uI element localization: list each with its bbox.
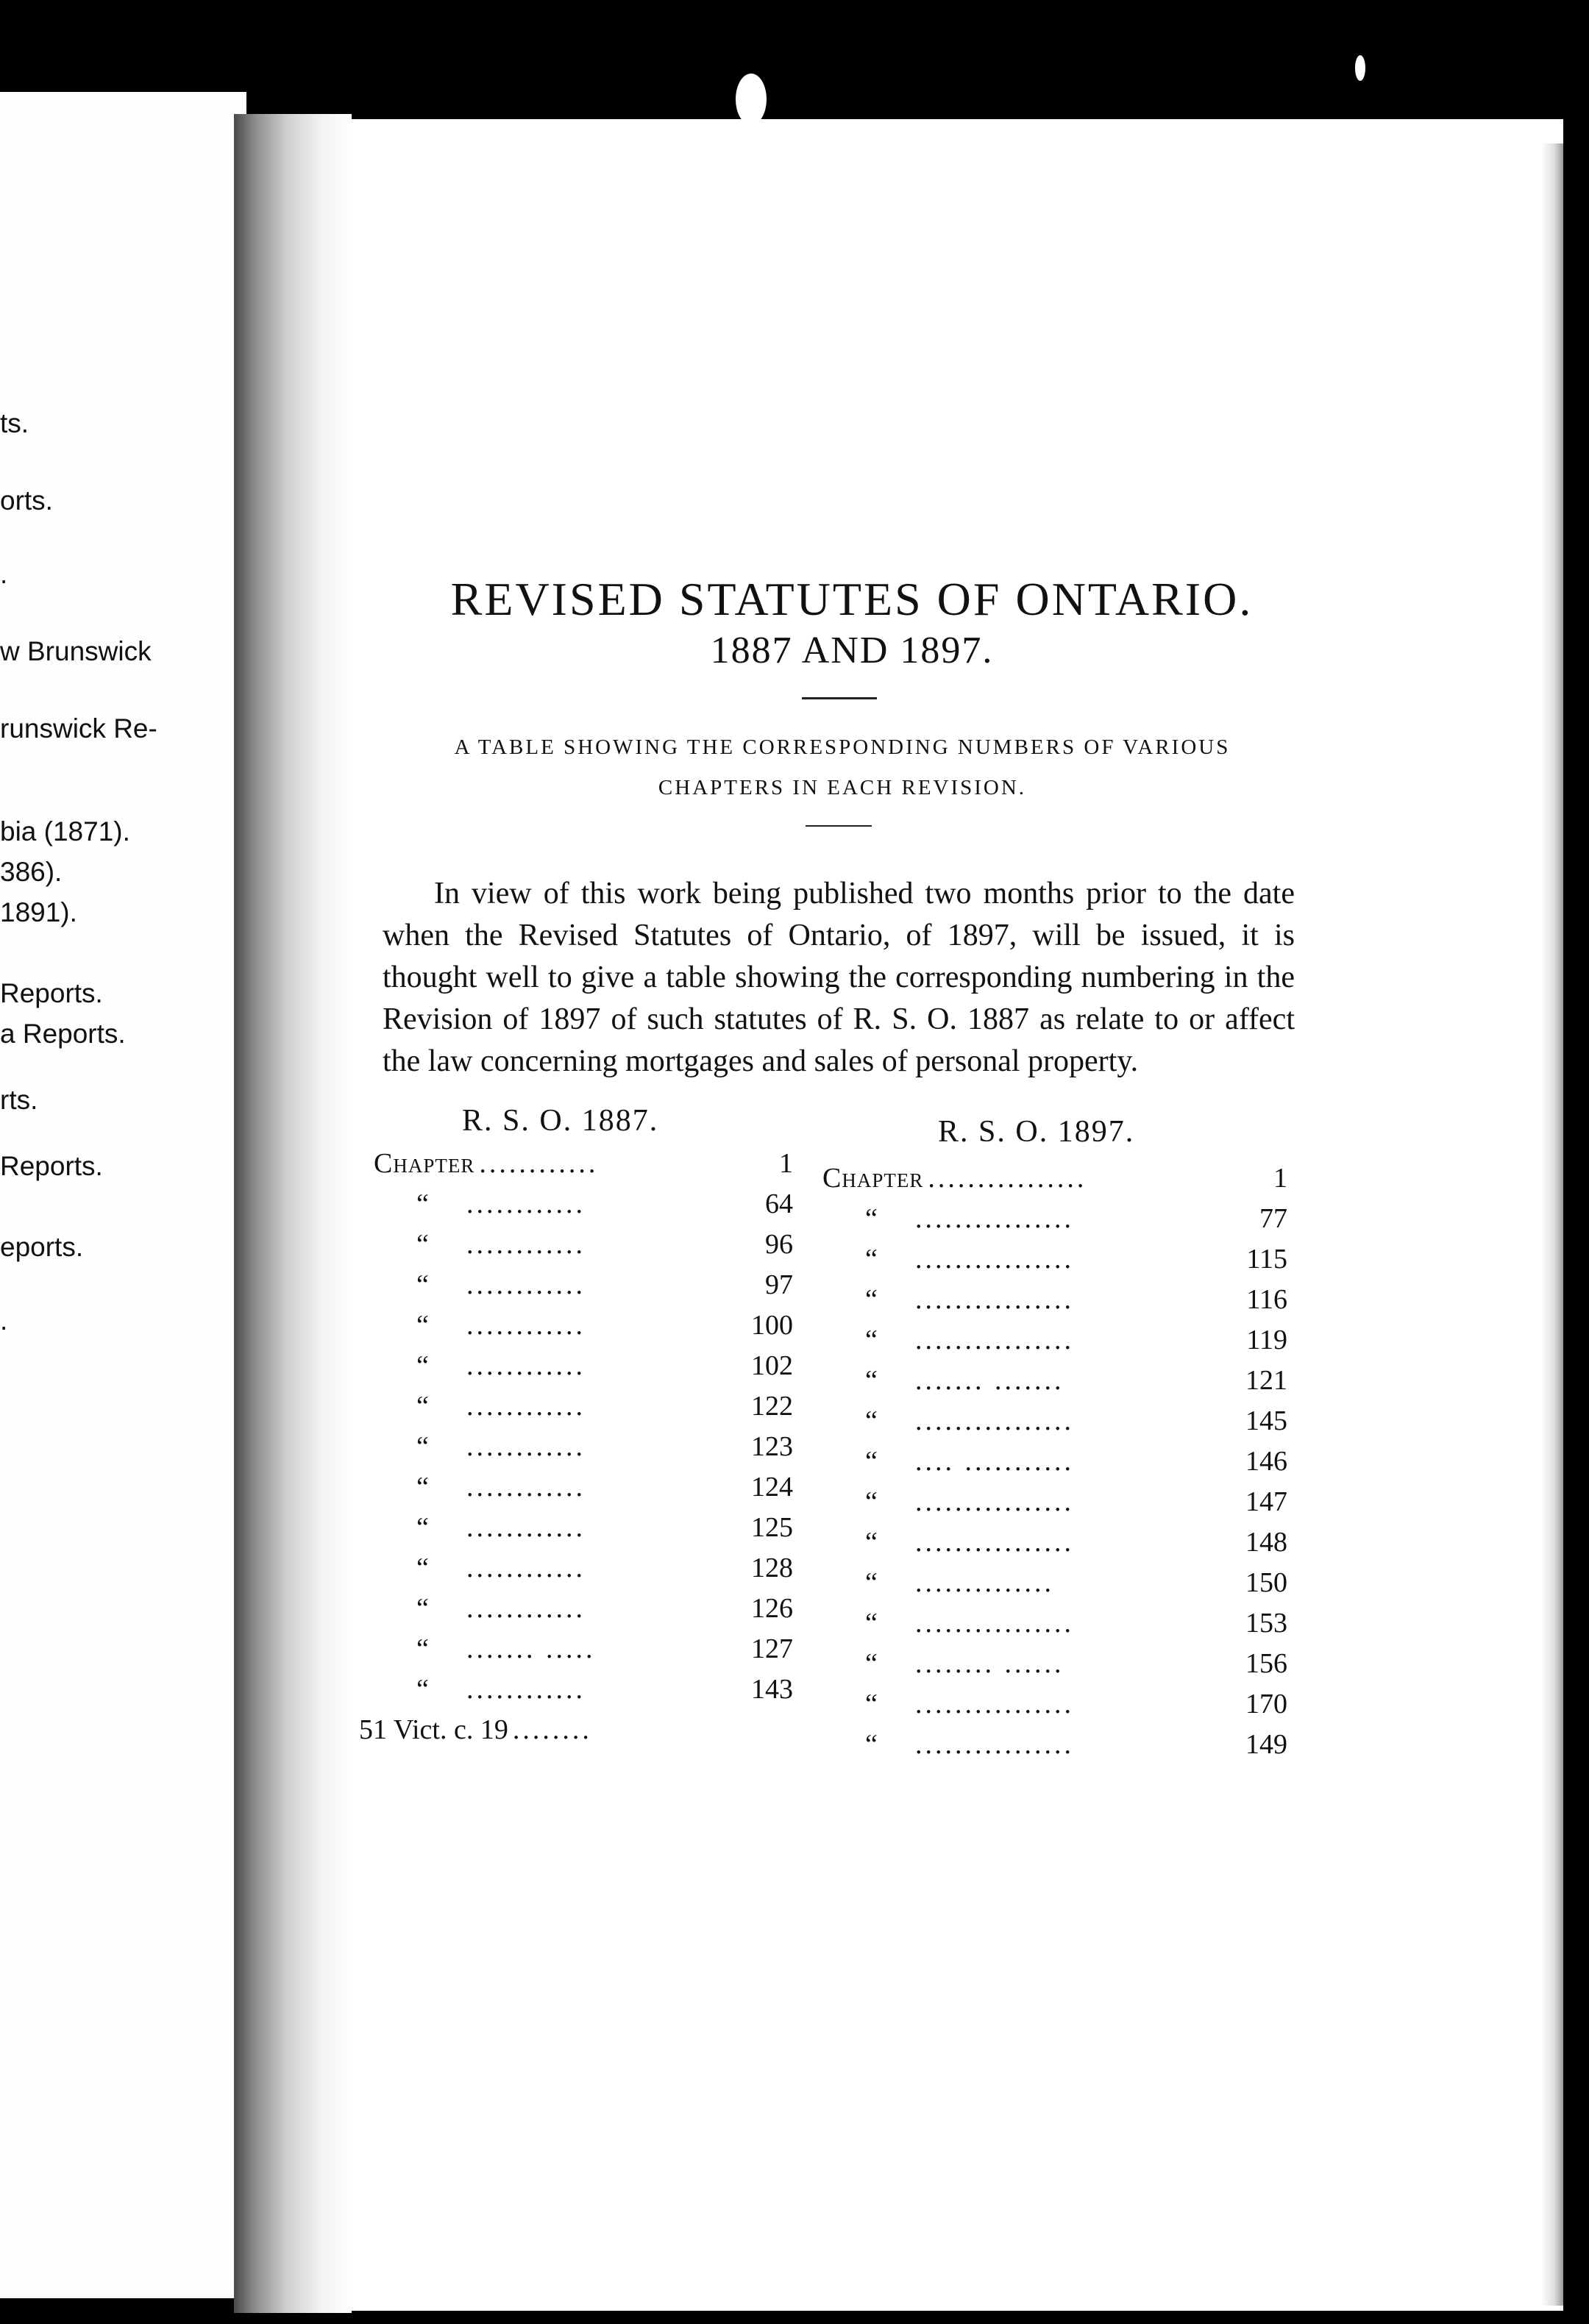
dot-leader: ................: [915, 1244, 1074, 1275]
dot-leader: ............: [466, 1553, 586, 1583]
column-header-1887: R. S. O. 1887.: [462, 1104, 659, 1138]
dot-leader: ............: [466, 1188, 586, 1219]
table-row: [822, 1364, 1287, 1405]
table-row: [822, 1283, 1287, 1324]
row-label: “: [416, 1269, 429, 1300]
intro-paragraph: [383, 873, 1295, 1083]
row-label: “: [416, 1431, 429, 1462]
row-label: “: [416, 1350, 429, 1381]
row-label: “: [416, 1229, 429, 1260]
table-row: [374, 1350, 793, 1390]
dot-leader: .... ...........: [915, 1446, 1074, 1477]
row-label: “: [416, 1593, 429, 1624]
table-row: [822, 1445, 1287, 1486]
dot-leader: ................: [915, 1729, 1074, 1760]
left-page-fragment: 1891).: [0, 897, 77, 927]
row-label: “: [416, 1391, 429, 1422]
row-label: “: [865, 1284, 878, 1315]
table-caption-line-1: A TABLE SHOWING THE CORRESPONDING NUMBERS OF VARIOUS: [454, 735, 1231, 759]
left-page-fragment: w Brunswick: [0, 636, 152, 666]
table-row: [822, 1202, 1287, 1243]
dot-leader: ..............: [915, 1567, 1054, 1598]
row-label: “: [865, 1203, 878, 1234]
row-label: “: [865, 1486, 878, 1517]
scan-speck: [736, 74, 767, 125]
row-label: “: [865, 1567, 878, 1598]
left-page-fragment: ts.: [0, 408, 29, 438]
chapter-number: 150: [1245, 1567, 1287, 1598]
intro-paragraph-text: In view of this work being published two months prior to the date when the Revised Statutes of Ontario, of 1897, will be issued, it is thought well to give a table showing the corresponding numbering in the Revision of 1897 of such statutes of R. S. O. 1887 as relate to or affect the law concerning mortgages and sales of personal property.: [383, 877, 1295, 1078]
table-row: [374, 1471, 793, 1511]
chapter-number: 156: [1245, 1648, 1287, 1679]
chapter-number: 153: [1245, 1608, 1287, 1639]
left-page-fragment: Reports.: [0, 1151, 103, 1181]
table-row: [822, 1566, 1287, 1607]
row-label: Chapter: [374, 1148, 475, 1179]
chapter-number: 100: [751, 1310, 793, 1341]
table-row: [822, 1243, 1287, 1283]
table-row: [374, 1390, 793, 1430]
dot-leader: ............: [466, 1472, 586, 1503]
left-page-fragment: .: [0, 1305, 8, 1336]
chapter-number: 143: [751, 1674, 793, 1705]
chapter-number: 1: [779, 1148, 793, 1179]
dot-leader: ............: [466, 1350, 586, 1381]
chapter-number: 170: [1245, 1689, 1287, 1719]
table-row: [822, 1405, 1287, 1445]
column-header-1897: R. S. O. 1897.: [938, 1115, 1135, 1149]
table-row: [374, 1228, 793, 1269]
table-column-1897: [822, 1162, 1287, 1769]
dot-leader: ....... .....: [466, 1633, 596, 1664]
chapter-number: 121: [1245, 1365, 1287, 1396]
row-label: “: [416, 1633, 429, 1664]
row-label: “: [865, 1527, 878, 1558]
dot-leader: ................: [915, 1325, 1074, 1355]
chapter-number: 146: [1245, 1446, 1287, 1477]
table-row: [359, 1714, 712, 1754]
chapter-number: 126: [751, 1593, 793, 1624]
row-label: “: [865, 1608, 878, 1639]
chapter-number: 122: [751, 1391, 793, 1422]
left-page-fragment: runswick Re-: [0, 713, 157, 744]
table-row: [374, 1633, 793, 1673]
row-label: “: [865, 1689, 878, 1719]
table-row: [822, 1607, 1287, 1647]
chapter-number: 119: [1246, 1325, 1287, 1355]
left-facing-page: [0, 92, 246, 2298]
chapter-number: 124: [751, 1472, 793, 1503]
table-row: [374, 1188, 793, 1228]
chapter-number: 64: [765, 1188, 793, 1219]
table-row: [822, 1486, 1287, 1526]
table-row: [374, 1511, 793, 1552]
chapter-number: 147: [1245, 1486, 1287, 1517]
chapter-number: 127: [751, 1633, 793, 1664]
row-label: “: [416, 1512, 429, 1543]
page-subtitle: 1887 AND 1897.: [710, 630, 994, 671]
dot-leader: ............: [466, 1512, 586, 1543]
table-row: [374, 1269, 793, 1309]
chapter-number: 149: [1245, 1729, 1287, 1760]
chapter-number: 128: [751, 1553, 793, 1583]
left-page-fragment: a Reports.: [0, 1019, 126, 1049]
table-row: [374, 1592, 793, 1633]
left-page-fragment: orts.: [0, 485, 53, 516]
dot-leader: ............: [466, 1593, 586, 1624]
table-row: [822, 1162, 1287, 1202]
dot-leader: ............: [466, 1269, 586, 1300]
chapter-number: 102: [751, 1350, 793, 1381]
dot-leader: ................: [915, 1405, 1074, 1436]
row-label: “: [865, 1648, 878, 1679]
left-page-fragment: .: [0, 559, 8, 589]
row-label: “: [865, 1365, 878, 1396]
table-row: [374, 1309, 793, 1350]
left-page-fragment: 386).: [0, 857, 63, 887]
row-label: “: [416, 1310, 429, 1341]
dot-leader: ............: [466, 1431, 586, 1462]
table-row: [822, 1728, 1287, 1769]
dot-leader: ............: [479, 1148, 599, 1179]
table-caption-line-2: CHAPTERS IN EACH REVISION.: [658, 776, 1027, 799]
page-title: REVISED STATUTES OF ONTARIO.: [450, 572, 1254, 625]
row-label: 51 Vict. c. 19: [359, 1714, 508, 1745]
chapter-number: 123: [751, 1431, 793, 1462]
table-row: [822, 1647, 1287, 1688]
dot-leader: ................: [915, 1527, 1074, 1558]
dot-leader: ........: [512, 1714, 592, 1745]
dot-leader: ................: [915, 1486, 1074, 1517]
scan-speck: [1355, 55, 1365, 81]
row-label: “: [416, 1188, 429, 1219]
dot-leader: ....... .......: [915, 1365, 1064, 1396]
left-page-fragment: eports.: [0, 1232, 84, 1262]
table-row: [374, 1552, 793, 1592]
dot-leader: ................: [915, 1203, 1074, 1234]
chapter-number: 97: [765, 1269, 793, 1300]
row-label: “: [865, 1244, 878, 1275]
chapter-number: 96: [765, 1229, 793, 1260]
chapter-number: 116: [1246, 1284, 1287, 1315]
left-page-fragment: bia (1871).: [0, 816, 130, 846]
row-label: “: [865, 1325, 878, 1355]
table-row: [822, 1688, 1287, 1728]
chapter-number: 1: [1273, 1163, 1287, 1194]
row-label: “: [416, 1553, 429, 1583]
chapter-number: 115: [1246, 1244, 1287, 1275]
divider-rule: [806, 825, 872, 827]
row-label: Chapter: [822, 1163, 924, 1194]
chapter-number: 77: [1259, 1203, 1287, 1234]
table-row: [374, 1673, 793, 1714]
table-column-1887: [359, 1147, 793, 1754]
chapter-number: 148: [1245, 1527, 1287, 1558]
dot-leader: ................: [928, 1163, 1087, 1194]
dot-leader: ................: [915, 1608, 1074, 1639]
page-edge-shadow: [1541, 143, 1563, 2306]
row-label: “: [416, 1472, 429, 1503]
left-page-fragment: rts.: [0, 1085, 38, 1115]
row-label: “: [416, 1674, 429, 1705]
dot-leader: ............: [466, 1674, 586, 1705]
row-label: “: [865, 1729, 878, 1760]
table-row: [822, 1324, 1287, 1364]
table-row: [374, 1430, 793, 1471]
dot-leader: ................: [915, 1284, 1074, 1315]
row-label: “: [865, 1405, 878, 1436]
dot-leader: ........ ......: [915, 1648, 1064, 1679]
table-row: [374, 1147, 793, 1188]
table-row: [822, 1526, 1287, 1566]
dot-leader: ............: [466, 1391, 586, 1422]
left-page-fragment: Reports.: [0, 978, 103, 1008]
chapter-number: 125: [751, 1512, 793, 1543]
row-label: “: [865, 1446, 878, 1477]
dot-leader: ............: [466, 1229, 586, 1260]
dot-leader: ................: [915, 1689, 1074, 1719]
divider-rule: [802, 697, 877, 699]
chapter-number: 145: [1245, 1405, 1287, 1436]
book-gutter-shadow: [234, 114, 352, 2313]
dot-leader: ............: [466, 1310, 586, 1341]
